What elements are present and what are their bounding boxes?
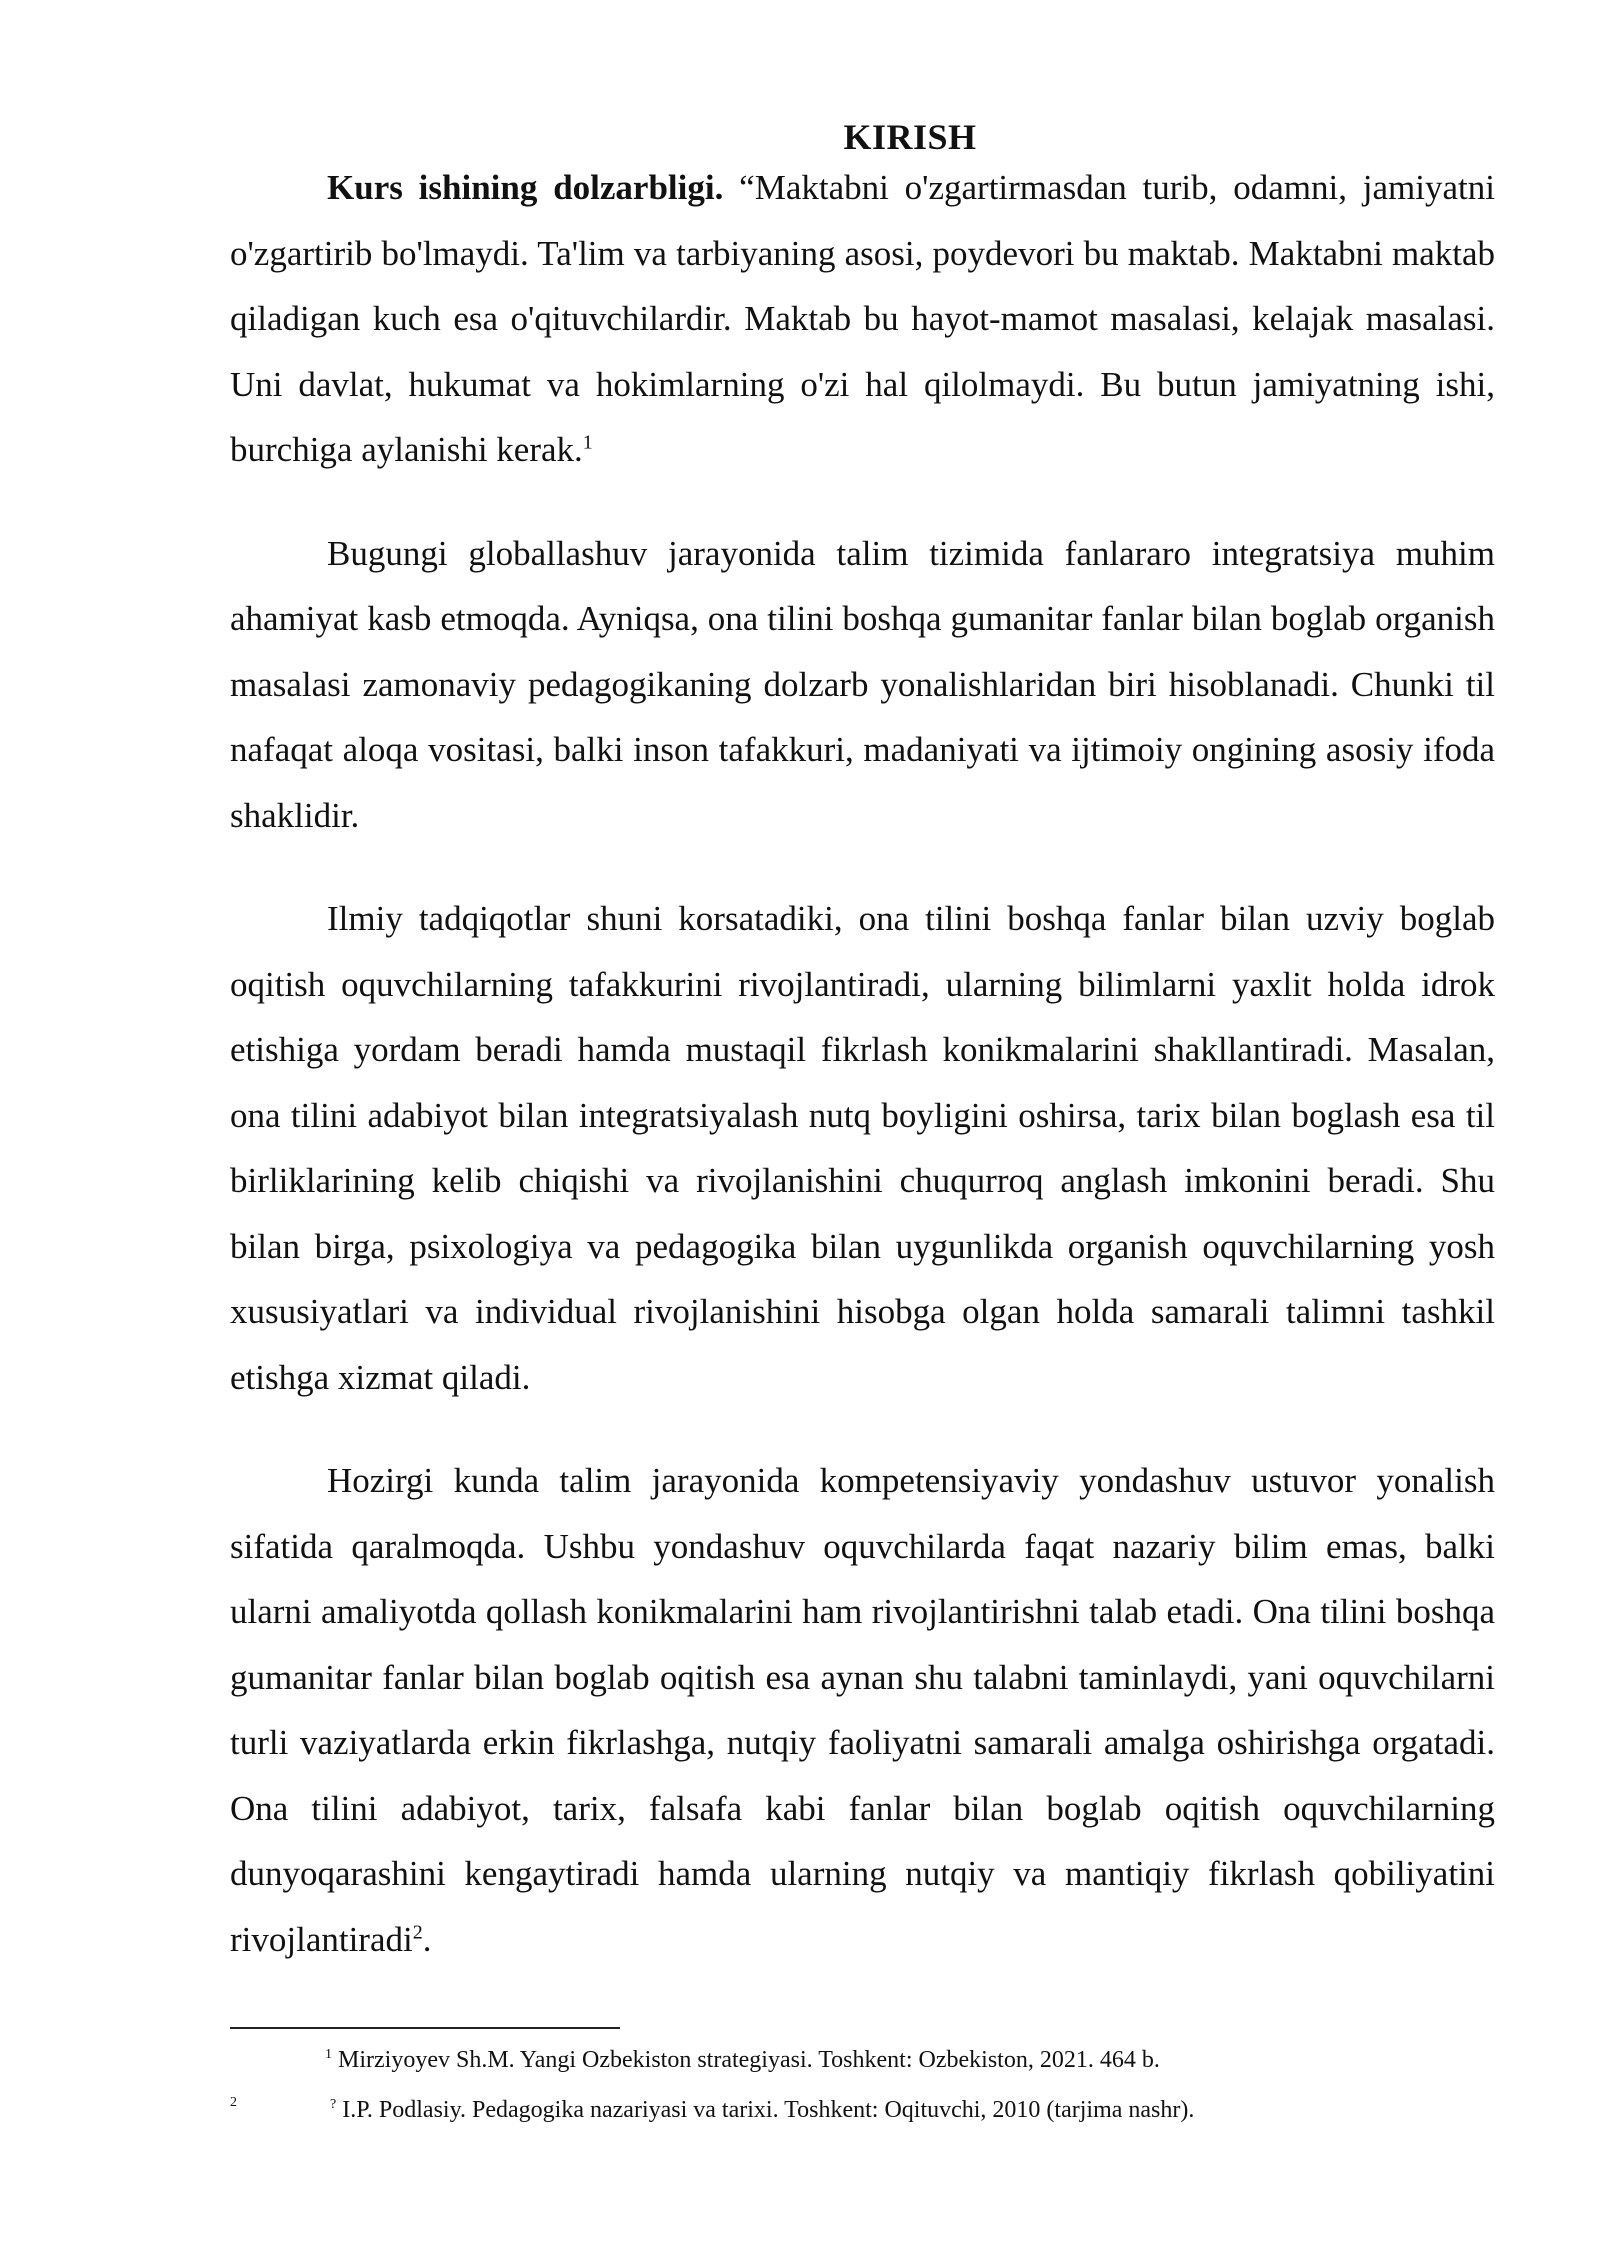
paragraph-lead: Kurs ishining dolzarbligi. [327,168,724,207]
paragraph-3 [230,886,1495,1410]
paragraph-4 [230,1448,1495,1972]
footnote-text: I.P. Podlasiy. Pedagogika nazariyasi va tarixi. Toshkent: Oqituvchi, 2010 (tarjima nashr). [336,2097,1195,2123]
paragraph-text: Hozirgi kunda talim jarayonida kompetensiyaviy yondashuv ustuvor yonalish sifatida qaralmoqda. Ushbu yondashuv oquvchilarda faqat nazariy bilim emas, balki ularni amaliyotda qollash konikmalarini ham rivojlantirishni talab etadi. Ona tilini boshqa gumanitar fanlar bilan boglab oqitish esa aynan shu talabni taminlaydi, yani oquvchilarni turli vaziyatlarda erkin fikrlashga, nutqiy faoliyatni samarali amalga oshirishga orgatadi. Ona tilini adabiyot, tarix, falsafa kabi fanlar bilan boglab oqitish oquvchilarning dunyoqarashini kengaytiradi hamda ularning nutqiy va mantiqiy fikrlash qobiliyatini rivojlantiradi [230,1461,1495,1959]
footnote-2-outer-marker: 2 [230,2095,237,2110]
page-title: KIRISH [843,117,977,157]
footnote-marker: ? [330,2097,337,2112]
footnote-separator [230,2027,620,2029]
paragraph-text: Ilmiy tadqiqotlar shuni korsatadiki, ona tilini boshqa fanlar bilan uzviy boglab oqitish oquvchilarning tafakkurini rivojlantiradi, ularning bilimlarni yaxlit holda idrok etishiga yordam beradi hamda mustaqil fikrlash konikmalarini shakllantiradi. Masalan, ona tilini adabiyot bilan integratsiyalash nutq boyligini oshirsa, tarix bilan boglash esa til birliklarining kelib chiqishi va rivojlanishini chuqurroq anglash imkonini beradi. Shu bilan birga, psixologiya va pedagogika bilan uygunlikda organish oquvchilarning yosh xususiyatlari va individual rivojlanishini hisobga olgan holda samarali talimni tashkil etishga xizmat qiladi. [230,899,1495,1397]
footnote-ref-1[interactable]: 1 [582,431,593,454]
footnote-2 [330,2094,1194,2126]
footnote-1 [325,2044,1160,2076]
body-text [230,155,1495,1972]
paragraph-1 [230,155,1495,483]
paragraph-end: . [422,1919,432,1959]
footnote-ref-2[interactable]: 2 [412,1920,423,1943]
footnote-marker: 1 [325,2047,332,2062]
paragraph-text: Bugungi globallashuv jarayonida talim tizimida fanlararo integratsiya muhim ahamiyat kasb etmoqda. Ayniqsa, ona tilini boshqa gumanitar fanlar bilan boglab organish masalasi zamonaviy pedagogikaning dolzarb yonalishlaridan biri hisoblanadi. Chunki til nafaqat aloqa vositasi, balki inson tafakkuri, madaniyati va ijtimoiy ongining asosiy ifoda shaklidir. [230,533,1495,835]
paragraph-text: “Maktabni o'zgartirmasdan turib, odamni, jamiyatni o'zgartirib bo'lmaydi. Ta'lim va tarbiyaning asosi, poydevori bu maktab. Maktabni maktab qiladigan kuch esa o'qituvchilardir. Maktab bu hayot-mamot masalasi, kelajak masalasi. Uni davlat, hukumat va hokimlarning o'zi hal qilolmaydi. Bu butun jamiyatning ishi, burchiga aylanishi kerak. [230,168,1495,469]
paragraph-2 [230,521,1495,849]
footnote-text: Mirziyoyev Sh.M. Yangi Ozbekiston strategiyasi. Toshkent: Ozbekiston, 2021. 464 b. [332,2047,1160,2073]
